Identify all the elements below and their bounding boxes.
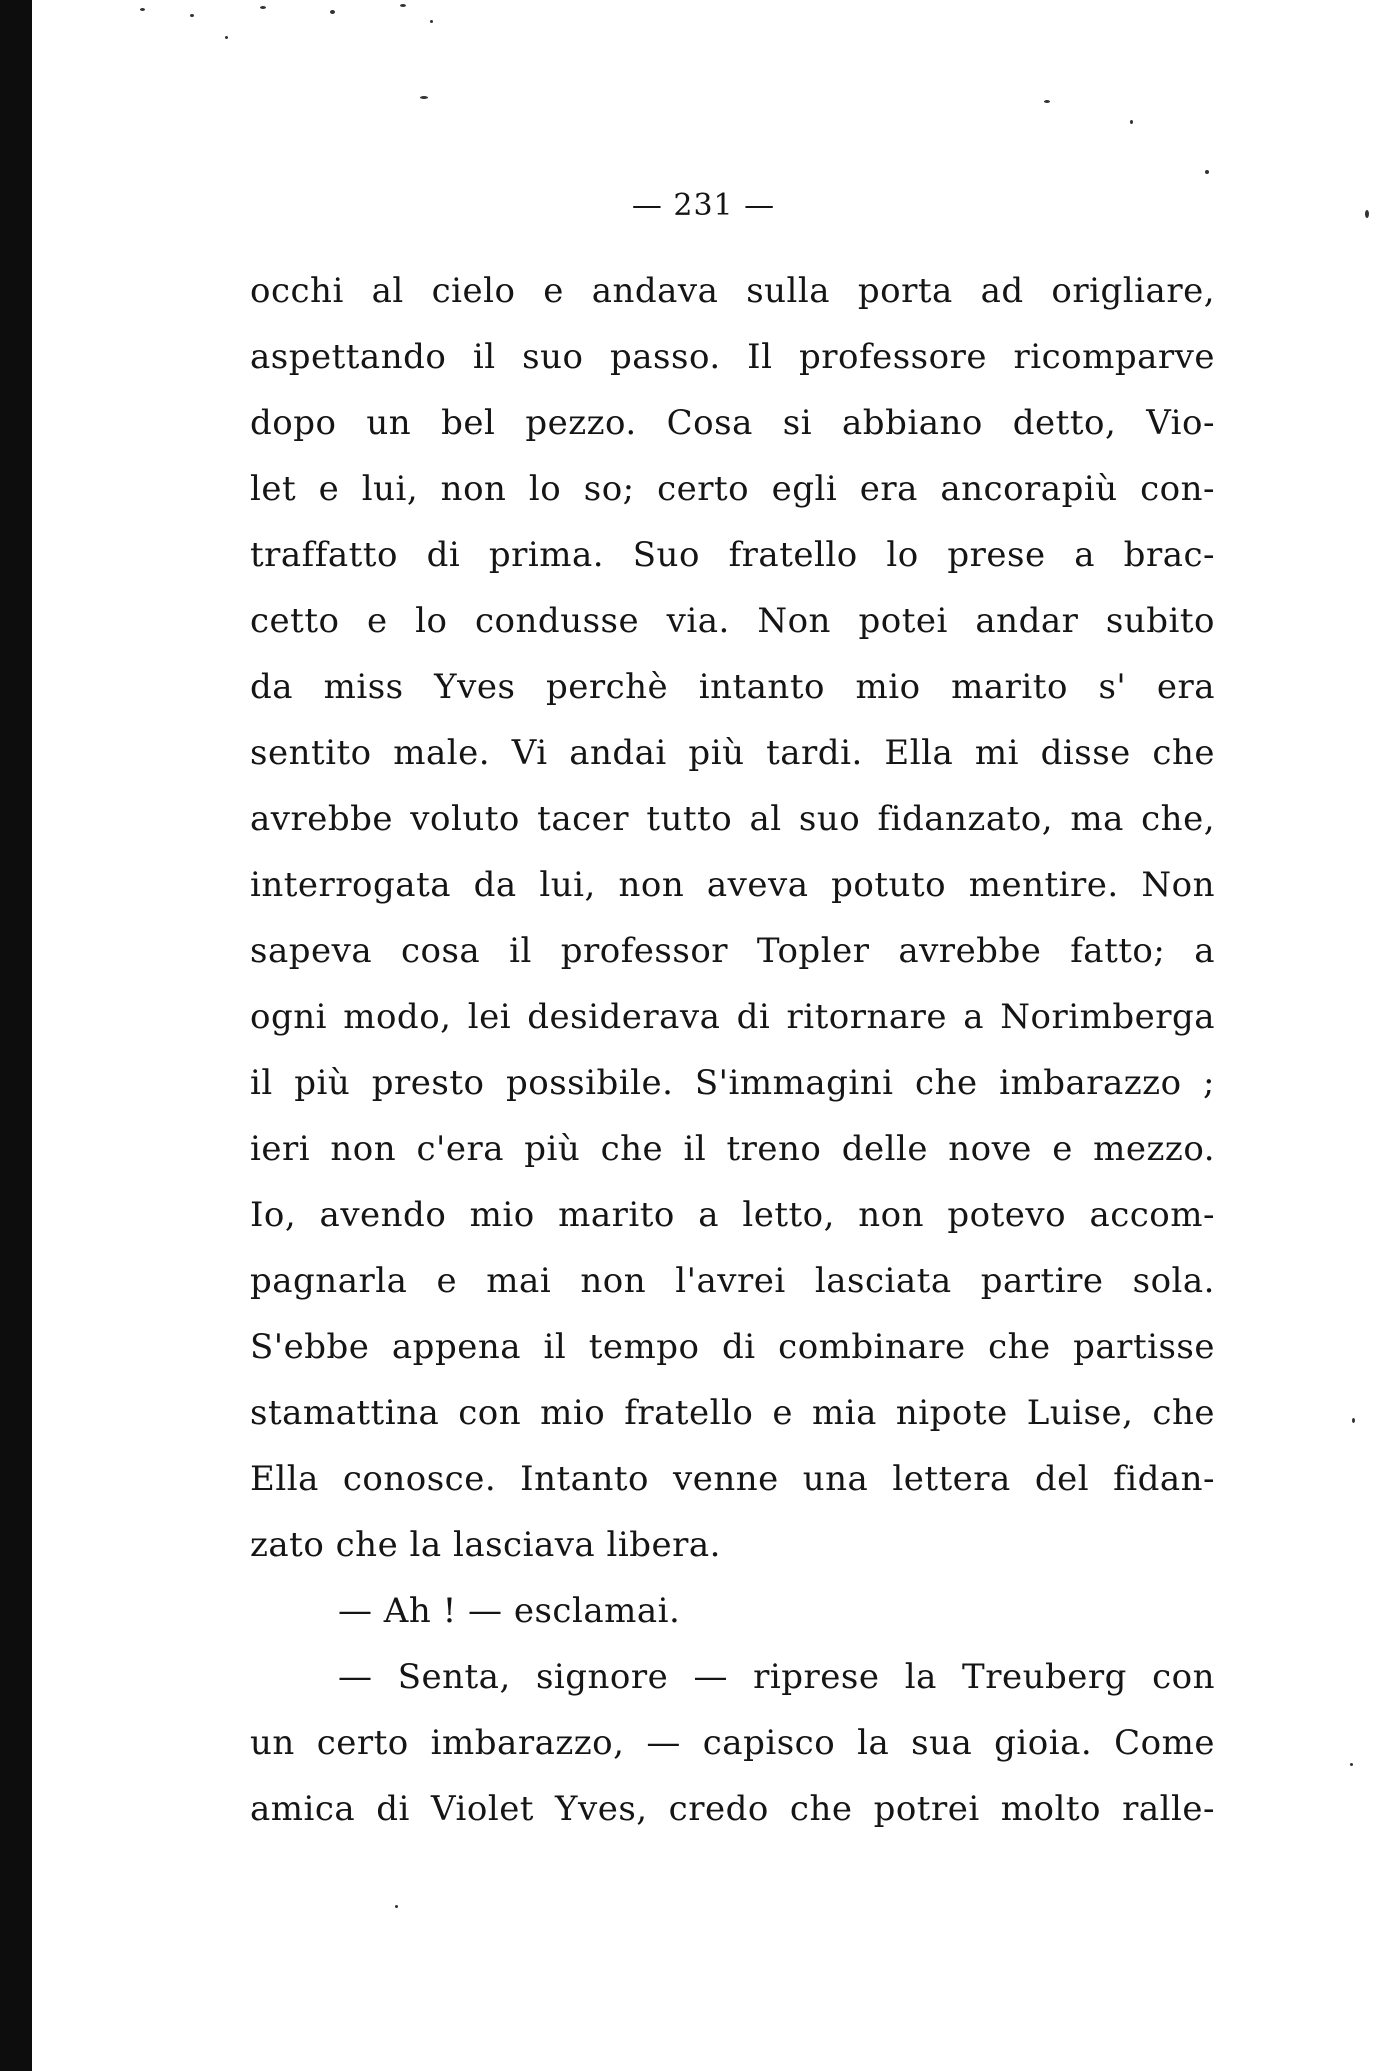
scan-speckle — [140, 8, 145, 11]
text-line: — Senta, signore — riprese la Treuberg con — [338, 1657, 1215, 1697]
scan-speckle — [1205, 170, 1209, 174]
text-line: cetto e lo condusse via. Non potei andar subito — [250, 601, 1215, 641]
text-line: dopo un bel pezzo. Cosa si abbiano detto, Vio- — [250, 403, 1215, 443]
text-line: ogni modo, lei desiderava di ritornare a Norimberga — [250, 997, 1215, 1037]
text-line: S'ebbe appena il tempo di combinare che partisse — [250, 1327, 1215, 1367]
text-line: occhi al cielo e andava sulla porta ad origliare, — [250, 271, 1215, 311]
scan-speckle — [225, 36, 228, 39]
text-line: da miss Yves perchè intanto mio marito s' era — [250, 667, 1215, 707]
text-line: sapeva cosa il professor Topler avrebbe fatto; a — [250, 931, 1215, 971]
text-line: let e lui, non lo so; certo egli era ancorapiù con- — [250, 469, 1215, 509]
scan-speckle — [330, 10, 335, 14]
scan-speckle — [1352, 1418, 1355, 1423]
page-number: — 231 — — [631, 188, 776, 223]
scan-speckle — [395, 1905, 398, 1908]
text-line: — Ah ! — esclamai. — [338, 1591, 681, 1631]
body-text — [250, 258, 1215, 1842]
text-line: interrogata da lui, non aveva potuto mentire. Non — [250, 865, 1215, 905]
text-line: sentito male. Vi andai più tardi. Ella mi disse che — [250, 733, 1215, 773]
scan-speckle — [260, 6, 266, 9]
text-line: traffatto di prima. Suo fratello lo prese a brac- — [250, 535, 1215, 575]
scan-speckle — [430, 20, 433, 23]
binding-edge — [0, 0, 32, 2071]
scan-speckle — [1130, 120, 1133, 124]
text-line: un certo imbarazzo, — capisco la sua gioia. Come — [250, 1723, 1215, 1763]
scan-speckle — [190, 14, 194, 17]
text-line: pagnarla e mai non l'avrei lasciata partire sola. — [250, 1261, 1215, 1301]
scan-speckle — [400, 4, 406, 7]
text-line: zato che la lasciava libera. — [250, 1525, 721, 1565]
scan-speckle — [1350, 1763, 1353, 1766]
text-line: il più presto possibile. S'immagini che imbarazzo ; — [250, 1063, 1215, 1103]
scan-speckle — [420, 96, 428, 99]
text-line: stamattina con mio fratello e mia nipote Luise, che — [250, 1393, 1215, 1433]
text-line: Io, avendo mio marito a letto, non potevo accom- — [250, 1195, 1215, 1235]
text-line: amica di Violet Yves, credo che potrei molto ralle- — [250, 1789, 1215, 1829]
scan-speckle — [1044, 100, 1050, 103]
text-line: ieri non c'era più che il treno delle nove e mezzo. — [250, 1129, 1215, 1169]
text-line: avrebbe voluto tacer tutto al suo fidanzato, ma che, — [250, 799, 1215, 839]
text-line: aspettando il suo passo. Il professore ricomparve — [250, 337, 1215, 377]
text-line: Ella conosce. Intanto venne una lettera del fidan- — [250, 1459, 1215, 1499]
